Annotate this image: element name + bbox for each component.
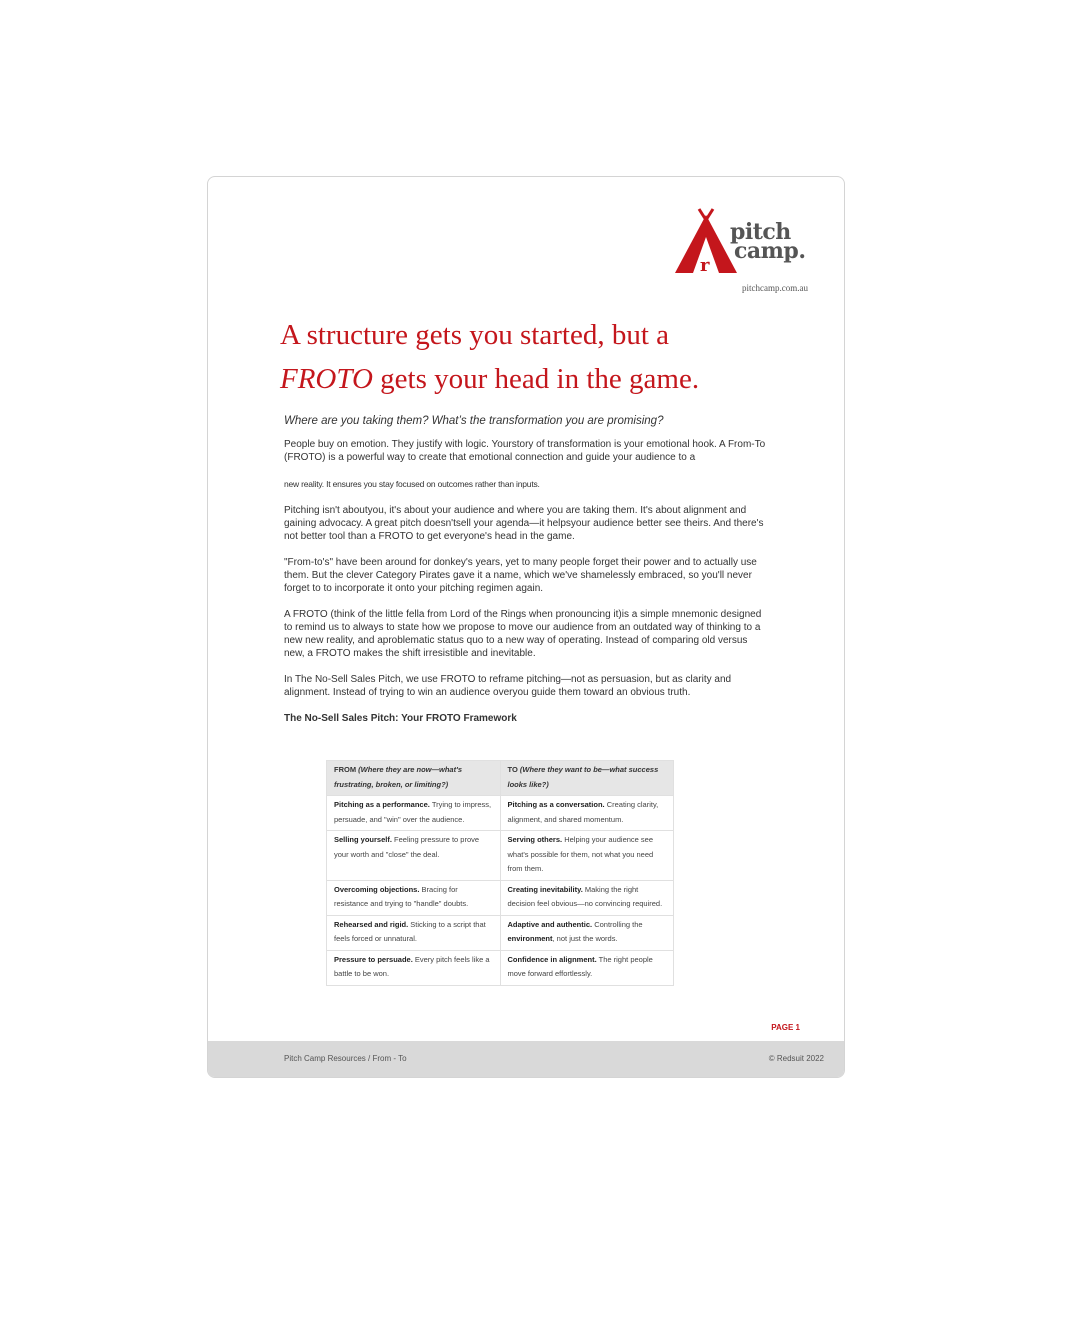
to-column-header: TO (Where they want to be—what success looks like?) (500, 761, 674, 796)
to-cell: Serving others. Helping your audience see what's possible for them, not what you need from them. (500, 831, 674, 881)
from-cell: Selling yourself. Feeling pressure to prove your worth and "close" the deal. (327, 831, 501, 881)
logo-line-2: camp. (734, 238, 806, 264)
paragraph-4: "From-to's" have been around for donkey's years, yet to many people forget their power and to actually use them. But the clever Category Pirates gave it a name, which we've shamelessly embraced, so you'll never forget to to incorporate it onto your pitching regimen again. (284, 557, 757, 594)
paragraph-3: Pitching isn't aboutyou, it's about your audience and where you are taking them. It's about alignment and gaining advocacy. A great pitch doesn'tsell your agenda—it helpsyour audience better see theirs. And there's not better tool than a FROTO to get everyone's head in the game. (284, 505, 764, 542)
website-url: pitchcamp.com.au (742, 283, 808, 293)
to-cell: Confidence in alignment. The right people move forward effortlessly. (500, 950, 674, 985)
froto-emphasis: FROTO (280, 363, 373, 395)
from-cell: Overcoming objections. Bracing for resistance and trying to "handle" doubts. (327, 880, 501, 915)
footer-copyright: © Redsuit 2022 (768, 1054, 824, 1063)
to-cell: Pitching as a conversation. Creating clarity, alignment, and shared momentum. (500, 796, 674, 831)
table-row (327, 880, 674, 915)
from-cell: Pressure to persuade. Every pitch feels like a battle to be won. (327, 950, 501, 985)
framework-title: The No-Sell Sales Pitch: Your FROTO Framework (284, 713, 517, 724)
froto-table (326, 760, 674, 986)
page-footer (208, 1041, 844, 1078)
table-row (327, 796, 674, 831)
paragraph-2: new reality. It ensures you stay focused on outcomes rather than inputs. (284, 479, 540, 489)
table-row (327, 915, 674, 950)
table-header-row (327, 761, 674, 796)
page-number: PAGE 1 (771, 1023, 800, 1032)
from-cell: Pitching as a performance. Trying to impress, persuade, and "win" over the audience. (327, 796, 501, 831)
logo-line-1: pitch (730, 219, 791, 245)
body-text (284, 415, 770, 738)
subheading: Where are you taking them? What’s the transformation you are promising? (284, 415, 664, 427)
page-title: A structure gets you started, but a FROTO gets your head in the game. (280, 319, 700, 395)
table-row (327, 950, 674, 985)
to-cell: Adaptive and authentic. Controlling the environment, not just the words. (500, 915, 674, 950)
paragraph-6: In The No-Sell Sales Pitch, we use FROTO to reframe pitching—not as persuasion, but as clarity and alignment. Instead of trying to win an audience overyou guide them toward an obvious truth. (284, 674, 732, 698)
from-column-header: FROM (Where they are now—what's frustrating, broken, or limiting?) (327, 761, 501, 796)
footer-breadcrumb: Pitch Camp Resources / From - To (284, 1054, 407, 1063)
from-cell: Rehearsed and rigid. Sticking to a script that feels forced or unnatural. (327, 915, 501, 950)
document-page (207, 176, 845, 1078)
logo-wordmark (730, 219, 806, 264)
table-row (327, 831, 674, 881)
paragraph-1: People buy on emotion. They justify with logic. Yourstory of transformation is your emotional hook. A From-To (FROTO) is a powerful way to create that emotional connection and guide your audience to a (284, 439, 766, 463)
paragraph-5: A FROTO (think of the little fella from Lord of the Rings when pronouncing it)is a simple mnemonic designed to remind us to always to state how we propose to move our audience from an outdated way of thinking to a new new reality, and aproblematic status quo to a new way of operating. Instead of comparing old versus new, a FROTO makes the shift irresistible and inevitable. (284, 609, 762, 659)
svg-text:r: r (700, 255, 710, 276)
to-cell: Creating inevitability. Making the right decision feel obvious—no convincing required. (500, 880, 674, 915)
